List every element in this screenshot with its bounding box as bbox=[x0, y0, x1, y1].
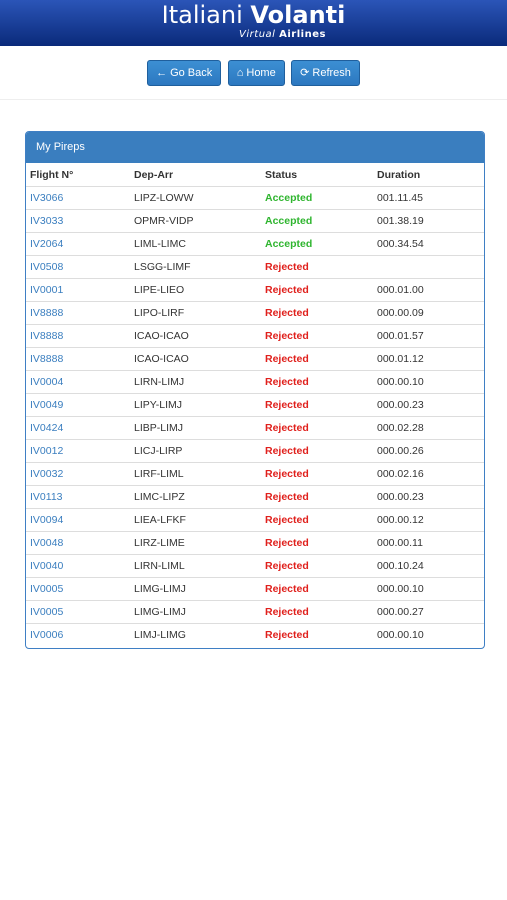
dep-arr-cell: OPMR-VIDP bbox=[130, 210, 261, 233]
status-cell: Rejected bbox=[261, 509, 373, 532]
arrow-left-icon: ← bbox=[156, 67, 168, 79]
duration-cell: 001.11.45 bbox=[373, 187, 484, 210]
duration-cell bbox=[373, 256, 484, 279]
column-header-duration: Duration bbox=[377, 168, 421, 181]
logo-subtitle-part1: Virtual bbox=[239, 29, 280, 40]
table-row bbox=[26, 256, 484, 279]
status-cell: Rejected bbox=[261, 417, 373, 440]
dep-arr-cell: LIMJ-LIMG bbox=[130, 624, 261, 647]
table-row bbox=[26, 624, 484, 647]
logo-subtitle bbox=[58, 29, 507, 40]
refresh-label: Refresh bbox=[312, 67, 351, 79]
table-row bbox=[26, 371, 484, 394]
dep-arr-cell: LSGG-LIMF bbox=[130, 256, 261, 279]
flight-number-link[interactable]: IV0049 bbox=[26, 394, 130, 417]
dep-arr-cell: ICAO-ICAO bbox=[130, 348, 261, 371]
flight-number-link[interactable]: IV0113 bbox=[26, 486, 130, 509]
flight-number-link[interactable]: IV2064 bbox=[26, 233, 130, 256]
flight-number-link[interactable]: IV0006 bbox=[26, 624, 130, 647]
table-row bbox=[26, 509, 484, 532]
status-cell: Rejected bbox=[261, 325, 373, 348]
status-cell: Rejected bbox=[261, 302, 373, 325]
table-row bbox=[26, 187, 484, 210]
table-body bbox=[26, 187, 484, 647]
dep-arr-cell: LIPO-LIRF bbox=[130, 302, 261, 325]
status-cell: Accepted bbox=[261, 233, 373, 256]
flight-number-link[interactable]: IV8888 bbox=[26, 302, 130, 325]
flight-number-link[interactable]: IV3033 bbox=[26, 210, 130, 233]
duration-cell: 000.10.24 bbox=[373, 555, 484, 578]
flight-number-link[interactable]: IV0040 bbox=[26, 555, 130, 578]
duration-cell: 000.01.12 bbox=[373, 348, 484, 371]
pireps-table bbox=[26, 163, 484, 646]
logo-subtitle-part2: Airlines bbox=[279, 29, 326, 40]
dep-arr-cell: LIRF-LIML bbox=[130, 463, 261, 486]
status-cell: Accepted bbox=[261, 210, 373, 233]
duration-cell: 000.01.00 bbox=[373, 279, 484, 302]
duration-cell: 000.02.16 bbox=[373, 463, 484, 486]
flight-number-link[interactable]: IV0001 bbox=[26, 279, 130, 302]
duration-cell: 001.38.19 bbox=[373, 210, 484, 233]
status-cell: Rejected bbox=[261, 532, 373, 555]
dep-arr-cell: LIMG-LIMJ bbox=[130, 601, 261, 624]
toolbar bbox=[0, 46, 507, 100]
status-cell: Accepted bbox=[261, 187, 373, 210]
status-cell: Rejected bbox=[261, 624, 373, 647]
go-back-label: Go Back bbox=[170, 67, 213, 79]
table-row bbox=[26, 233, 484, 256]
status-cell: Rejected bbox=[261, 348, 373, 371]
duration-cell: 000.34.54 bbox=[373, 233, 484, 256]
column-header-flight: Flight N° bbox=[30, 168, 74, 181]
duration-cell: 000.00.27 bbox=[373, 601, 484, 624]
status-cell: Rejected bbox=[261, 256, 373, 279]
table-row bbox=[26, 325, 484, 348]
table-row bbox=[26, 279, 484, 302]
duration-cell: 000.00.23 bbox=[373, 394, 484, 417]
dep-arr-cell: LIMC-LIPZ bbox=[130, 486, 261, 509]
table-row bbox=[26, 394, 484, 417]
duration-cell: 000.00.11 bbox=[373, 532, 484, 555]
table-row bbox=[26, 210, 484, 233]
home-label: Home bbox=[246, 67, 276, 79]
logo-title-part2: Volanti bbox=[250, 1, 346, 29]
dep-arr-cell: LIMG-LIMJ bbox=[130, 578, 261, 601]
flight-number-link[interactable]: IV3066 bbox=[26, 187, 130, 210]
table-row bbox=[26, 440, 484, 463]
refresh-button[interactable] bbox=[291, 60, 360, 86]
dep-arr-cell: LIBP-LIMJ bbox=[130, 417, 261, 440]
refresh-icon: ⟳ bbox=[300, 67, 310, 79]
flight-number-link[interactable]: IV0424 bbox=[26, 417, 130, 440]
table-row bbox=[26, 417, 484, 440]
dep-arr-cell: LIPE-LIEO bbox=[130, 279, 261, 302]
duration-cell: 000.01.57 bbox=[373, 325, 484, 348]
flight-number-link[interactable]: IV0508 bbox=[26, 256, 130, 279]
status-cell: Rejected bbox=[261, 463, 373, 486]
flight-number-link[interactable]: IV0012 bbox=[26, 440, 130, 463]
home-button[interactable] bbox=[228, 60, 285, 86]
duration-cell: 000.00.10 bbox=[373, 371, 484, 394]
status-cell: Rejected bbox=[261, 394, 373, 417]
dep-arr-cell: LIEA-LFKF bbox=[130, 509, 261, 532]
column-header-status: Status bbox=[265, 168, 298, 181]
home-icon: ⌂ bbox=[236, 67, 244, 79]
brand-logo[interactable] bbox=[0, 2, 507, 40]
duration-cell: 000.00.09 bbox=[373, 302, 484, 325]
go-back-button[interactable] bbox=[147, 60, 221, 86]
dep-arr-cell: LIRN-LIMJ bbox=[130, 371, 261, 394]
table-row bbox=[26, 555, 484, 578]
status-cell: Rejected bbox=[261, 279, 373, 302]
flight-number-link[interactable]: IV8888 bbox=[26, 325, 130, 348]
duration-cell: 000.00.26 bbox=[373, 440, 484, 463]
panel-title: My Pireps bbox=[26, 132, 484, 163]
flight-number-link[interactable]: IV0094 bbox=[26, 509, 130, 532]
dep-arr-cell: LIML-LIMC bbox=[130, 233, 261, 256]
status-cell: Rejected bbox=[261, 555, 373, 578]
duration-cell: 000.00.23 bbox=[373, 486, 484, 509]
status-cell: Rejected bbox=[261, 486, 373, 509]
logo-title bbox=[0, 2, 507, 29]
table-row bbox=[26, 463, 484, 486]
flight-number-link[interactable]: IV0005 bbox=[26, 601, 130, 624]
flight-number-link[interactable]: IV0005 bbox=[26, 578, 130, 601]
flight-number-link[interactable]: IV0004 bbox=[26, 371, 130, 394]
column-header-dep-arr: Dep-Arr bbox=[134, 168, 174, 181]
dep-arr-cell: ICAO-ICAO bbox=[130, 325, 261, 348]
flight-number-link[interactable]: IV0048 bbox=[26, 532, 130, 555]
logo-title-part1: Italiani bbox=[161, 1, 251, 29]
status-cell: Rejected bbox=[261, 440, 373, 463]
status-cell: Rejected bbox=[261, 601, 373, 624]
app-header bbox=[0, 0, 507, 46]
duration-cell: 000.00.12 bbox=[373, 509, 484, 532]
table-header-row bbox=[26, 163, 484, 187]
dep-arr-cell: LIRN-LIML bbox=[130, 555, 261, 578]
table-row bbox=[26, 601, 484, 624]
dep-arr-cell: LIPZ-LOWW bbox=[130, 187, 261, 210]
table-row bbox=[26, 532, 484, 555]
table-row bbox=[26, 348, 484, 371]
dep-arr-cell: LIPY-LIMJ bbox=[130, 394, 261, 417]
table-row bbox=[26, 486, 484, 509]
duration-cell: 000.00.10 bbox=[373, 624, 484, 647]
flight-number-link[interactable]: IV0032 bbox=[26, 463, 130, 486]
status-cell: Rejected bbox=[261, 371, 373, 394]
dep-arr-cell: LIRZ-LIME bbox=[130, 532, 261, 555]
flight-number-link[interactable]: IV8888 bbox=[26, 348, 130, 371]
status-cell: Rejected bbox=[261, 578, 373, 601]
duration-cell: 000.02.28 bbox=[373, 417, 484, 440]
duration-cell: 000.00.10 bbox=[373, 578, 484, 601]
table-row bbox=[26, 578, 484, 601]
table-row bbox=[26, 302, 484, 325]
pireps-panel bbox=[25, 131, 485, 649]
dep-arr-cell: LICJ-LIRP bbox=[130, 440, 261, 463]
